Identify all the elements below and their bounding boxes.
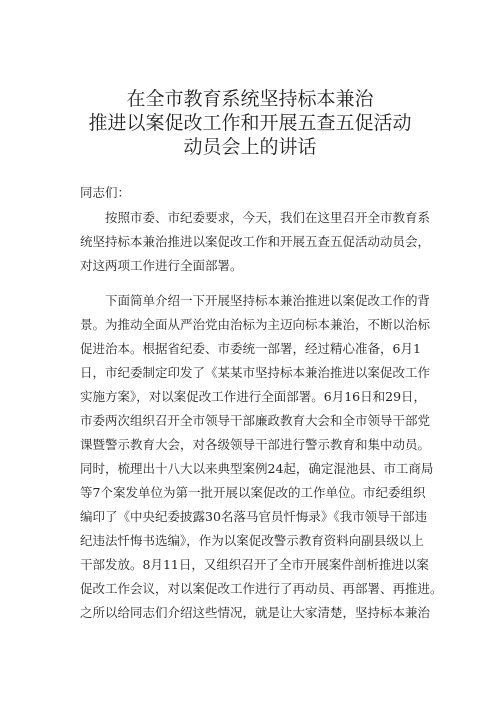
paragraph-2-line-12: 干部发放。8月11日，又组织召开了全市开展案件剖析推进以案 — [80, 557, 429, 572]
paragraph-2-line-11: 纪违法忏悔书选编》，作为以案促改警示教育资料向副县级以上 — [80, 533, 424, 548]
paragraph-2-line-8: 同时，梳理出十八大以来典型案例24起，确定混池县、市工商局 — [80, 461, 434, 476]
paragraph-2-line-1: 下面简单介绍一下开展坚持标本兼治推进以案促改工作的背 — [105, 293, 431, 308]
paragraph-2-line-7: 课暨警示教育大会，对各级领导干部进行警示教育和集中动员。 — [80, 437, 431, 452]
paragraph-1-line-2: 统坚持标本兼治推进以案促改工作和开展五查五促活动动员会， — [80, 234, 431, 249]
salutation: 同志们： — [80, 185, 131, 200]
paragraph-2-line-9: 等7个案发单位为第一批开展以案促改的工作单位。市纪委组织 — [80, 485, 426, 500]
title-line-3: 动员会上的讲话 — [183, 136, 317, 158]
paragraph-2-line-5: 实施方案》，对以案促改工作进行全面部署。6月16日和29日， — [80, 389, 427, 404]
paragraph-1-line-1: 按照市委、市纪委要求，今天，我们在这里召开全市教育系 — [105, 210, 431, 225]
paragraph-2-line-3: 促进治本。根据省纪委、市委统一部署，经过精心准备，6月1 — [80, 341, 421, 356]
title-line-2: 推进以案促改工作和开展五查五促活动 — [88, 112, 412, 134]
title-line-1: 在全市教育系统坚持标本兼治 — [126, 88, 374, 110]
paragraph-2-line-2: 景。为推动全面从严治党由治标为主迈向标本兼治，不断以治标 — [80, 317, 431, 332]
paragraph-1-line-3: 对这两项工作进行全面部署。 — [80, 258, 243, 273]
paragraph-2-line-14: 之所以给同志们介绍这些情况，就是让大家清楚，坚持标本兼治 — [80, 605, 431, 620]
paragraph-2-line-6: 市委两次组织召开全市领导干部廉政教育大会和全市领导干部党 — [80, 413, 431, 428]
paragraph-2-line-10: 编印了《中央纪委披露30名落马官员忏悔录》《我市领导干部违 — [80, 509, 428, 524]
paragraph-2-line-4: 日，市纪委制定印发了《某某市坚持标本兼治推进以案促改工作 — [80, 365, 431, 380]
paragraph-2-line-13: 促改工作会议，对以案促改工作进行了再动员、再部署、再推进。 — [80, 581, 443, 596]
